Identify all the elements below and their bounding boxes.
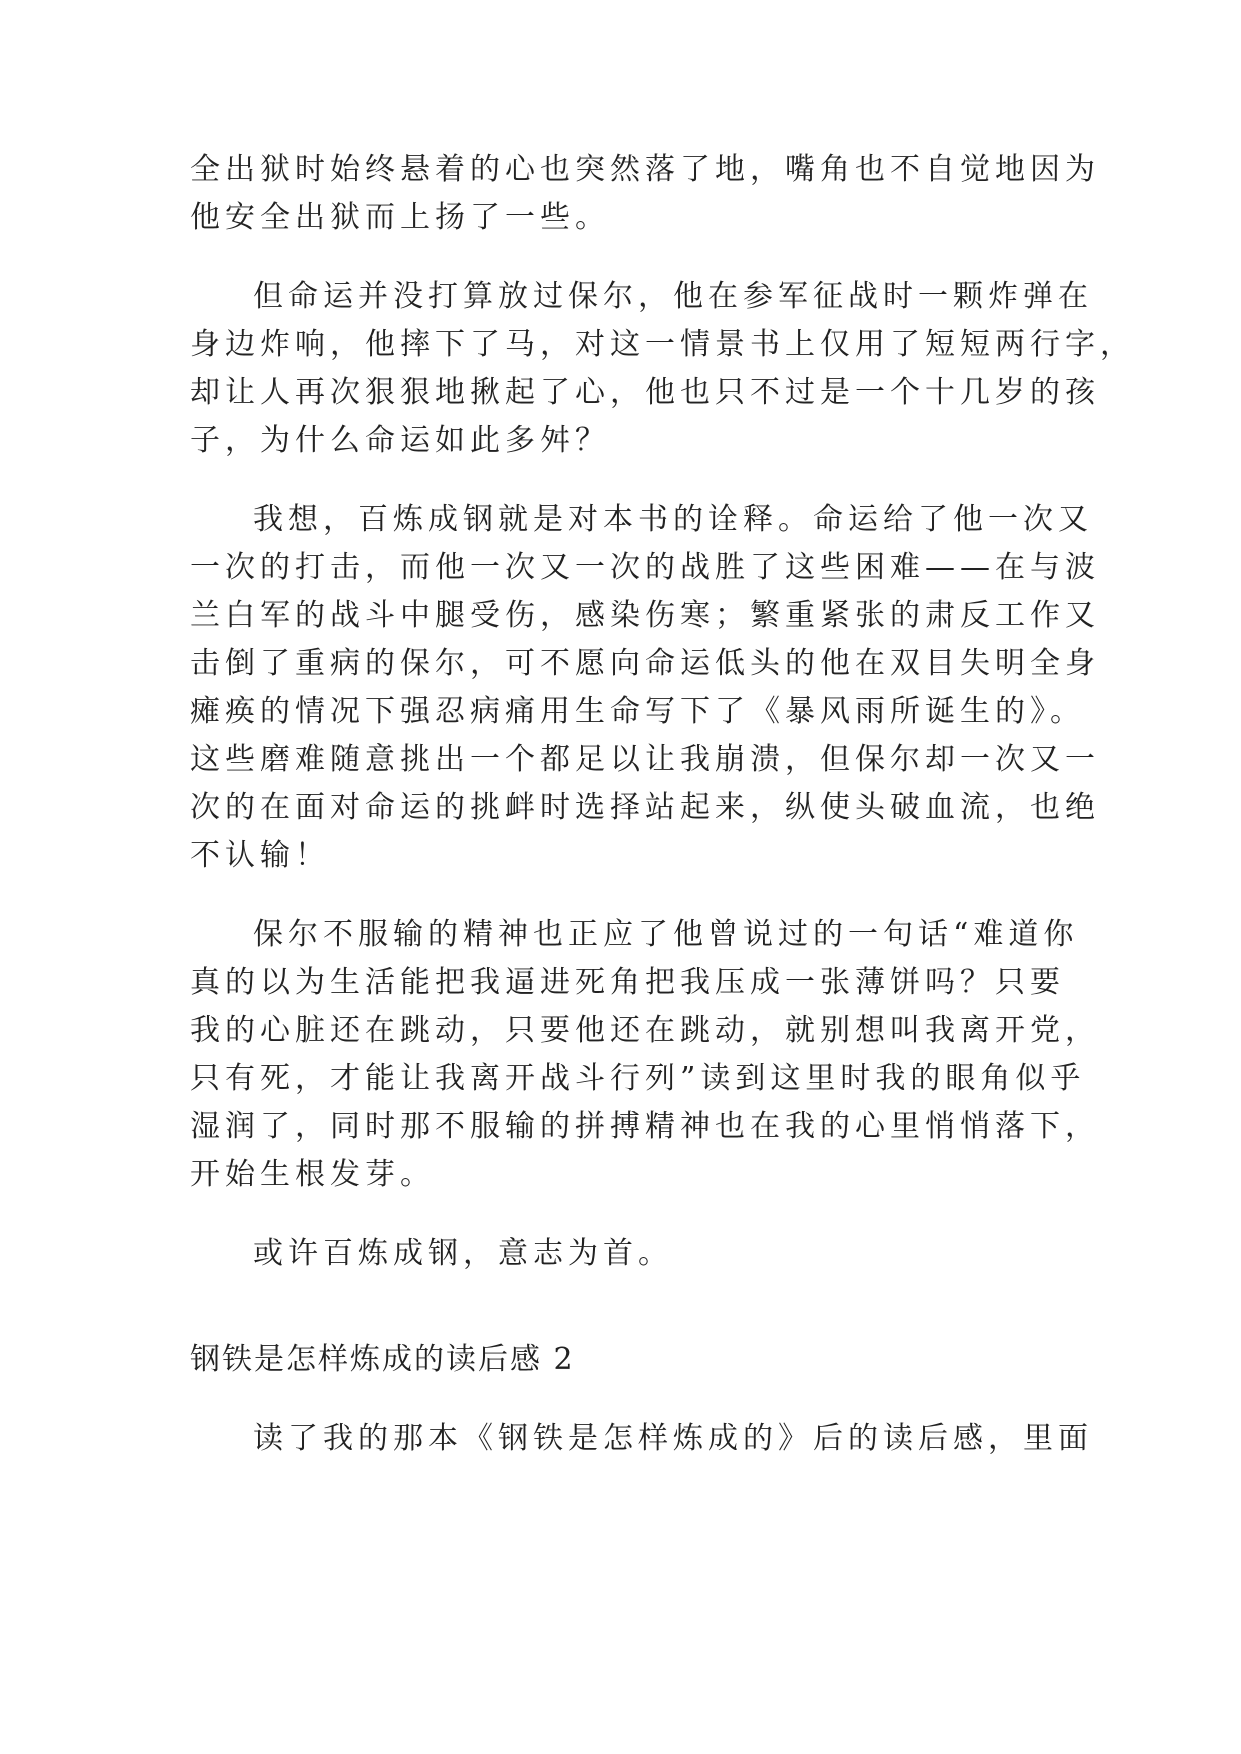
text-line: 却让人再次狠狠地揪起了心，他也只不过是一个十几岁的孩 — [190, 375, 1100, 410]
text-line: 开始生根发芽。 — [190, 1157, 435, 1192]
paragraph-start-line: 我想，百炼成钢就是对本书的诠释。命运给了他一次又 — [253, 502, 1093, 537]
text-line: 身边炸响，他摔下了马，对这一情景书上仅用了短短两行字， — [190, 327, 1135, 362]
text-line: 真的以为生活能把我逼进死角把我压成一张薄饼吗？只要 — [190, 965, 1065, 1000]
text-line: 一次的打击，而他一次又一次的战胜了这些困难——在与波 — [190, 550, 1100, 585]
text-line: 他安全出狱而上扬了一些。 — [190, 200, 610, 235]
paragraph-start-line: 读了我的那本《钢铁是怎样炼成的》后的读后感，里面 — [253, 1421, 1093, 1456]
text-line: 这些磨难随意挑出一个都足以让我崩溃，但保尔却一次又一 — [190, 742, 1100, 777]
text-line: 瘫痪的情况下强忍病痛用生命写下了《暴风雨所诞生的》。 — [190, 694, 1085, 729]
text-line: 兰白军的战斗中腿受伤，感染伤寒；繁重紧张的肃反工作又 — [190, 598, 1100, 633]
text-line: 不认输！ — [190, 838, 330, 873]
text-line: 我的心脏还在跳动，只要他还在跳动，就别想叫我离开党， — [190, 1013, 1100, 1048]
text-line: 击倒了重病的保尔，可不愿向命运低头的他在双目失明全身 — [190, 646, 1100, 681]
paragraph-start-line: 或许百炼成钢，意志为首。 — [253, 1236, 673, 1271]
text-line: 子，为什么命运如此多舛？ — [190, 423, 610, 458]
paragraph-start-line: 但命运并没打算放过保尔，他在参军征战时一颗炸弹在 — [253, 279, 1093, 314]
section-heading: 钢铁是怎样炼成的读后感 2 — [190, 1342, 575, 1377]
text-line: 次的在面对命运的挑衅时选择站起来，纵使头破血流，也绝 — [190, 790, 1100, 825]
text-line: 湿润了，同时那不服输的拼搏精神也在我的心里悄悄落下， — [190, 1109, 1100, 1144]
paragraph-start-line: 保尔不服输的精神也正应了他曾说过的一句话“难道你 — [253, 917, 1079, 952]
text-line: 只有死，才能让我离开战斗行列”读到这里时我的眼角似乎 — [190, 1061, 1086, 1096]
text-line: 全出狱时始终悬着的心也突然落了地，嘴角也不自觉地因为 — [190, 152, 1100, 187]
